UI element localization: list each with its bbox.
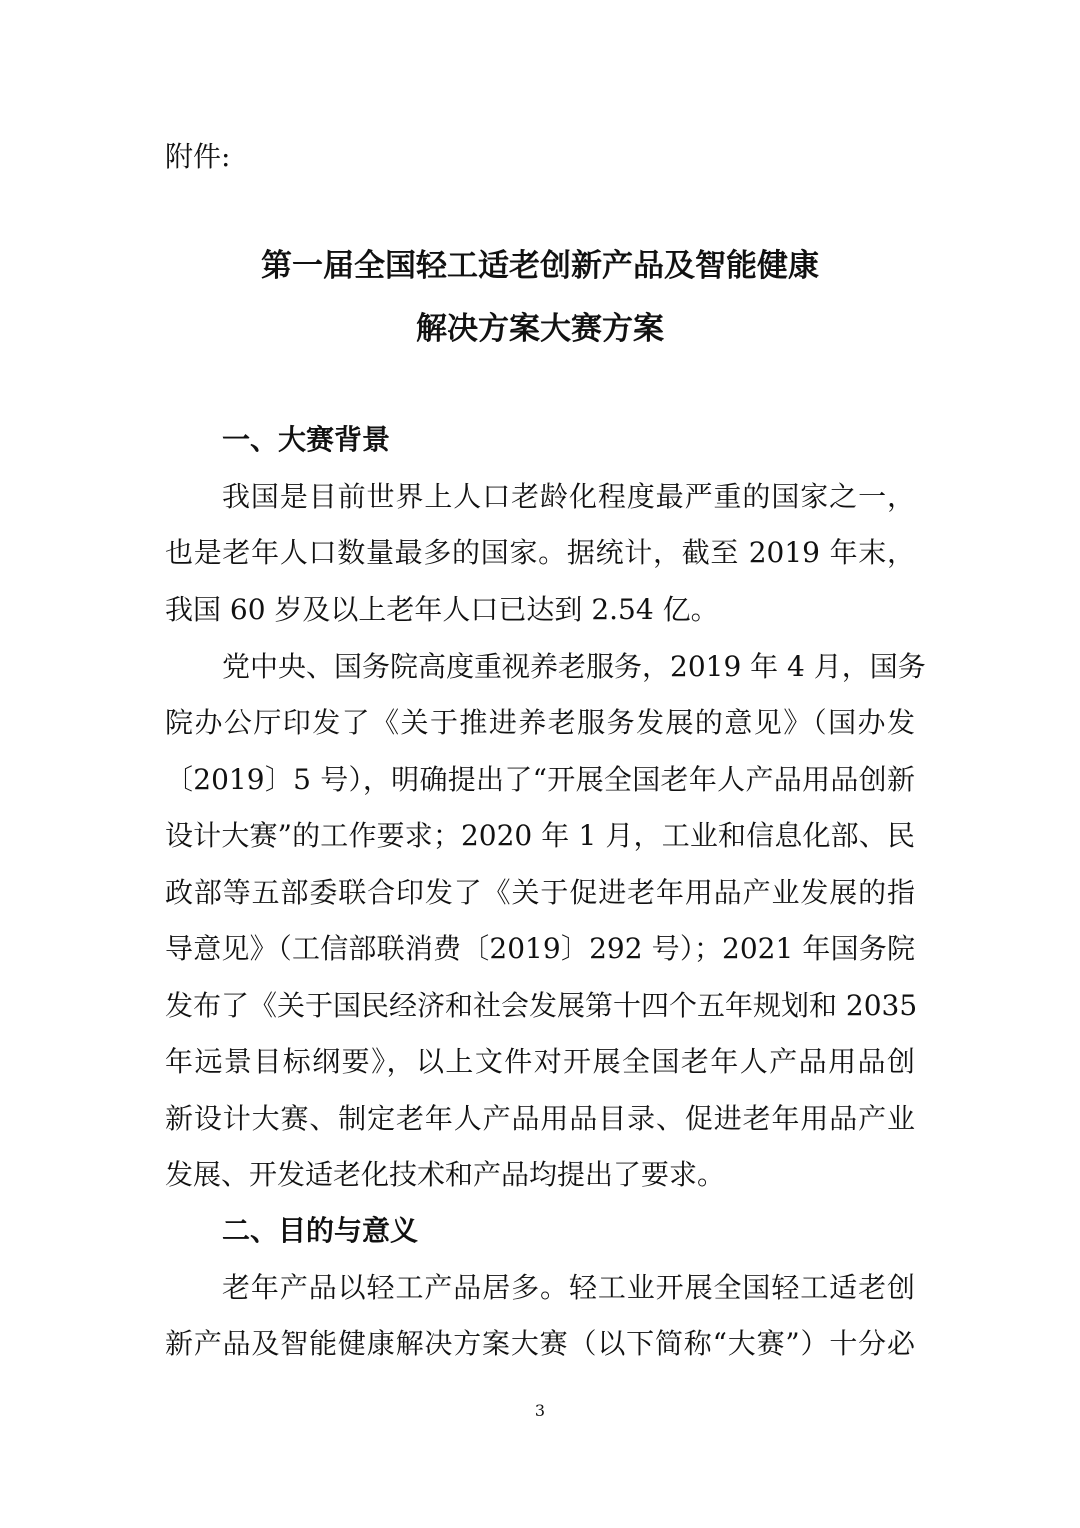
paragraph-line: 设计大赛”的工作要求；2020 年 1 月，工业和信息化部、民	[165, 819, 915, 852]
section-heading-background: 一、大赛背景	[222, 423, 391, 456]
attachment-label: 附件:	[165, 140, 231, 173]
section-heading-purpose: 二、目的与意义	[222, 1214, 419, 1247]
paragraph-line: 新产品及智能健康解决方案大赛（以下简称“大赛”）十分必	[165, 1327, 915, 1360]
paragraph-line: 发布了《关于国民经济和社会发展第十四个五年规划和 2035	[165, 989, 918, 1022]
paragraph-line: 政部等五部委联合印发了《关于促进老年用品产业发展的指	[165, 876, 915, 909]
paragraph-line: 院办公厅印发了《关于推进养老服务发展的意见》（国办发	[165, 706, 915, 739]
paragraph-line: 我国 60 岁及以上老年人口已达到 2.54 亿。	[165, 593, 719, 626]
paragraph-line: 发展、开发适老化技术和产品均提出了要求。	[165, 1158, 726, 1191]
paragraph-line: 〔2019〕5 号），明确提出了“开展全国老年人产品用品创新	[165, 763, 915, 796]
paragraph-line: 导意见》（工信部联消费〔2019〕292 号）；2021 年国务院	[165, 932, 915, 965]
document-title-line-1: 第一届全国轻工适老创新产品及智能健康	[261, 248, 819, 284]
document-title-line-2: 解决方案大赛方案	[416, 311, 664, 347]
paragraph-line: 我国是目前世界上人口老龄化程度最严重的国家之一，	[222, 480, 915, 513]
paragraph-line: 党中央、国务院高度重视养老服务，2019 年 4 月，国务	[222, 650, 926, 683]
paragraph-line: 也是老年人口数量最多的国家。据统计，截至 2019 年末，	[165, 536, 915, 569]
paragraph-line: 年远景目标纲要》，以上文件对开展全国老年人产品用品创	[165, 1045, 915, 1078]
paragraph-line: 老年产品以轻工产品居多。轻工业开展全国轻工适老创	[222, 1271, 915, 1304]
paragraph-line: 新设计大赛、制定老年人产品用品目录、促进老年用品产业	[165, 1102, 915, 1135]
page-number: 3	[534, 1401, 546, 1420]
